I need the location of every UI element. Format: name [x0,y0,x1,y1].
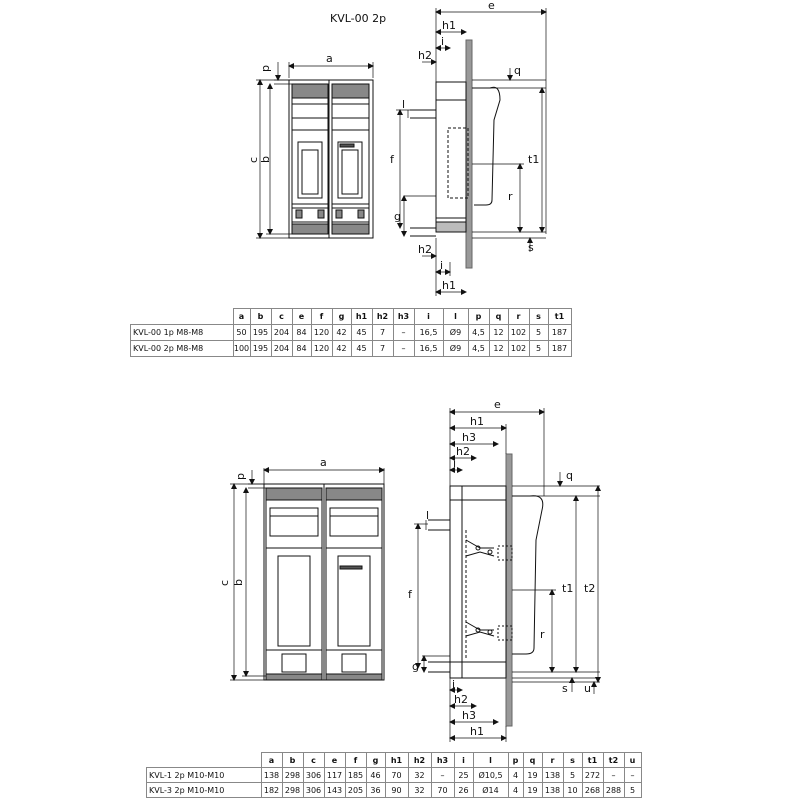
table-header-cell: q [523,753,542,768]
table-cell: – [393,341,414,357]
d2-label-t2: t2 [584,582,596,595]
table-cell: 5 [529,341,548,357]
table-row-name: KVL-1 2p M10-M10 [147,768,262,783]
table-row-name: KVL-00 2p M8-M8 [131,341,234,357]
table-cell: – [393,325,414,341]
d2-label-h2-top: h2 [456,445,470,458]
diagram2-front-view [230,468,384,680]
d2-label-h1-bottom: h1 [470,725,484,738]
table-cell: 10 [563,783,582,798]
table-cell: 84 [292,325,311,341]
table-corner [131,309,234,325]
specs-table-1 [130,308,572,357]
table-cell: 12 [489,325,508,341]
table-cell: 32 [408,768,431,783]
table-header-cell: f [345,753,366,768]
table-cell: 195 [250,325,271,341]
table-cell: 100 [233,341,250,357]
table-cell: – [603,768,624,783]
d1-label-a: a [326,52,333,65]
table-cell: 4 [508,783,523,798]
d1-label-l: l [402,98,406,111]
table-cell: 45 [351,341,372,357]
table-cell: 298 [282,768,303,783]
d2-label-g: g [412,660,419,673]
table-header-cell: h1 [385,753,408,768]
table-cell: 204 [271,325,292,341]
table-cell: 205 [345,783,366,798]
table-header-row [147,753,642,768]
table-cell: 138 [261,768,282,783]
table-header-cell: a [261,753,282,768]
table-cell: 182 [261,783,282,798]
diagram1-front-view [256,12,386,238]
table-corner [147,753,262,768]
d2-label-b: b [232,579,245,586]
d1-label-q: q [514,64,521,77]
table-header-cell: h3 [393,309,414,325]
d2-label-e: e [494,398,501,411]
d2-label-r: r [540,628,545,641]
table-cell: 4,5 [468,325,489,341]
table-cell: 7 [372,325,393,341]
table-header-cell: u [624,753,641,768]
table-cell: 120 [311,341,332,357]
d1-label-c: c [247,156,260,163]
table-cell: – [624,768,641,783]
diagram1-title: KVL-00 2p [330,12,387,25]
table-header-cell: g [366,753,385,768]
table-cell: 5 [529,325,548,341]
d1-label-s: s [528,241,534,254]
table-header-cell: a [233,309,250,325]
table-cell: 50 [233,325,250,341]
table-header-cell: h1 [351,309,372,325]
table-cell: 42 [332,325,351,341]
table-header-cell: b [250,309,271,325]
diagram2-side-view [414,408,600,742]
table-header-cell: c [303,753,324,768]
table-cell: 4 [508,768,523,783]
table-cell: 26 [454,783,473,798]
table-cell: 102 [508,341,529,357]
d2-label-p: p [234,473,247,480]
table-cell: 90 [385,783,408,798]
table-cell: Ø14 [473,783,508,798]
d1-label-i-top: i [441,35,445,48]
table-header-cell: c [271,309,292,325]
table-header-cell: p [508,753,523,768]
table-header-cell: t2 [603,753,624,768]
d1-label-h2-bottom: h2 [418,243,432,256]
table-cell: Ø9 [443,325,468,341]
table-header-cell: b [282,753,303,768]
table-cell: 138 [542,783,563,798]
table-cell: 5 [563,768,582,783]
table-cell: 19 [523,783,542,798]
table-header-row [131,309,572,325]
d1-label-r: r [508,190,513,203]
table-row [147,783,642,798]
table-cell: 288 [603,783,624,798]
table-cell: 102 [508,325,529,341]
table-cell: 187 [548,341,571,357]
table-header-cell: f [311,309,332,325]
d1-label-e: e [488,0,495,12]
d2-label-s: s [562,682,568,695]
table-header-cell: s [563,753,582,768]
d1-label-h2-top: h2 [418,49,432,62]
table-cell: 5 [624,783,641,798]
table-cell: – [431,768,454,783]
d1-label-h1-top: h1 [442,19,456,32]
table-cell: Ø10,5 [473,768,508,783]
d2-label-l: l [426,509,430,522]
d2-label-t1: t1 [562,582,574,595]
d2-label-i-top: i [453,457,457,470]
table-cell: 70 [385,768,408,783]
table-header-cell: r [542,753,563,768]
table-cell: 12 [489,341,508,357]
table-cell: 204 [271,341,292,357]
table-header-cell: h3 [431,753,454,768]
d2-label-a: a [320,456,327,469]
table-header-cell: h2 [372,309,393,325]
d2-label-h2-bottom: h2 [454,693,468,706]
table-cell: 272 [582,768,603,783]
table-row-name: KVL-3 2p M10-M10 [147,783,262,798]
d2-label-f: f [408,588,412,601]
table-header-cell: h2 [408,753,431,768]
d1-label-i-bottom: i [440,259,444,272]
table-header-cell: r [508,309,529,325]
table-header-cell: l [473,753,508,768]
d1-label-g: g [394,210,401,223]
d2-label-h3-bottom: h3 [462,709,476,722]
table-header-cell: p [468,309,489,325]
table-row [131,341,572,357]
d2-label-i-bottom: i [452,678,456,691]
table-row [147,768,642,783]
table-cell: Ø9 [443,341,468,357]
d2-label-h3-top: h3 [462,431,476,444]
table-cell: 185 [345,768,366,783]
table-cell: 84 [292,341,311,357]
table-cell: 298 [282,783,303,798]
table-header-cell: s [529,309,548,325]
table-cell: 143 [324,783,345,798]
table-cell: 32 [408,783,431,798]
d2-label-h1-top: h1 [470,415,484,428]
table-row [131,325,572,341]
table-cell: 42 [332,341,351,357]
d2-label-q: q [566,469,573,482]
table-row-name: KVL-00 1p M8-M8 [131,325,234,341]
d2-label-c: c [218,579,231,586]
table-header-cell: l [443,309,468,325]
table-cell: 16,5 [414,325,443,341]
table-cell: 16,5 [414,341,443,357]
specs-table-2 [146,752,642,798]
d2-label-u: u [584,682,591,695]
d1-label-b: b [259,156,272,163]
table-header-cell: g [332,309,351,325]
table-header-cell: q [489,309,508,325]
table-header-cell: e [324,753,345,768]
table-cell: 306 [303,768,324,783]
table-cell: 306 [303,783,324,798]
d1-label-t1: t1 [528,153,540,166]
table-cell: 25 [454,768,473,783]
table-cell: 138 [542,768,563,783]
table-header-cell: i [454,753,473,768]
table-header-cell: e [292,309,311,325]
table-cell: 19 [523,768,542,783]
table-header-cell: t1 [582,753,603,768]
table-cell: 120 [311,325,332,341]
table-cell: 187 [548,325,571,341]
table-cell: 46 [366,768,385,783]
table-header-cell: i [414,309,443,325]
table-cell: 117 [324,768,345,783]
d1-label-h1-bottom: h1 [442,279,456,292]
table-cell: 70 [431,783,454,798]
table-cell: 4,5 [468,341,489,357]
table-cell: 36 [366,783,385,798]
table-cell: 45 [351,325,372,341]
d1-label-f: f [390,153,394,166]
table-cell: 268 [582,783,603,798]
d1-label-p: p [259,65,272,72]
table-header-cell: t1 [548,309,571,325]
table-cell: 195 [250,341,271,357]
table-cell: 7 [372,341,393,357]
